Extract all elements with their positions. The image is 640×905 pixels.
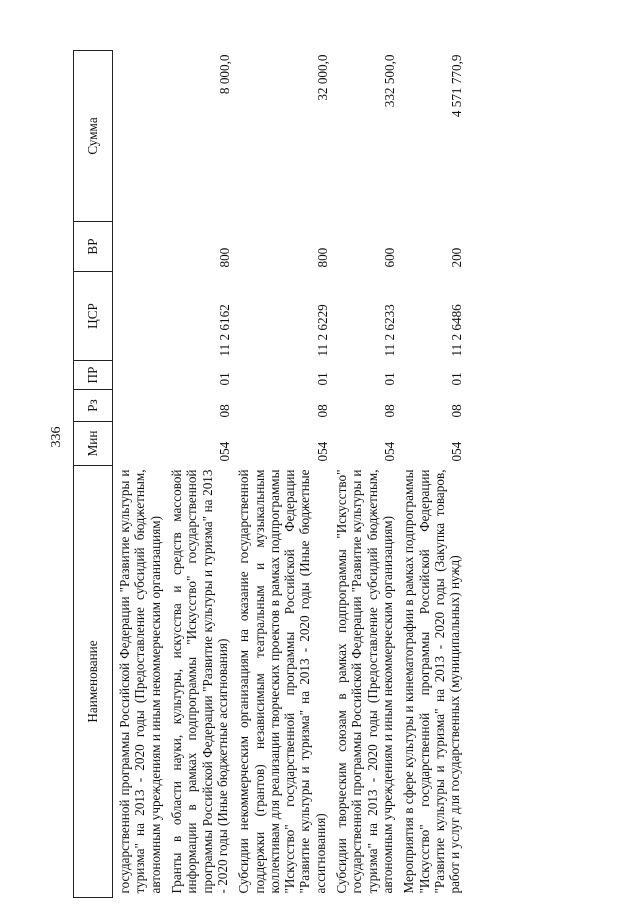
row-name: Мероприятия в сфере культуры и кинематографии в рамках подпрограммы "Искусство" государственной программы Российской Федерации "Развитие культуры и туризма" на 2013 - 2020 годы (Закупка товаров, работ и услуг для государственных (муниципальных) нужд) <box>401 469 463 894</box>
row-csr <box>113 272 165 361</box>
row-rz: 08 <box>314 404 330 418</box>
row-pr: 01 <box>216 372 232 386</box>
row-vr: 600 <box>382 247 397 268</box>
row-sum: 4 571 770,9 <box>449 54 465 118</box>
table-row <box>232 51 330 898</box>
row-min: 054 <box>216 441 232 462</box>
row-vr: 200 <box>449 247 465 268</box>
row-pr: 01 <box>314 372 330 386</box>
row-sum <box>113 51 165 222</box>
table-header-row <box>74 51 113 898</box>
row-sum: 32 000,0 <box>314 54 330 101</box>
table-row <box>113 51 165 898</box>
row-vr: 800 <box>216 247 232 268</box>
header-rz: Рз <box>74 390 113 422</box>
row-rz: 08 <box>449 404 465 418</box>
header-csr: ЦСР <box>74 272 113 361</box>
table-row <box>165 51 232 898</box>
row-sum: 8 000,0 <box>216 54 232 95</box>
rotated-table-frame <box>73 51 585 898</box>
row-csr: 11 2 6162 <box>216 304 232 357</box>
row-rz: 08 <box>216 404 232 418</box>
row-vr <box>113 222 165 272</box>
page-number: 336 <box>49 426 64 448</box>
row-name: Гранты в области науки, культуры, искусства и средств массовой информации в рамках подпрограммы "Искусство" государственной программы Российской Федерации "Развитие культуры и туризма" на 2013 - 2020 годы (Иные бюджетные ассигнования) <box>168 469 230 894</box>
row-pr <box>113 361 165 390</box>
row-min: 054 <box>449 441 465 462</box>
row-sum: 332 500,0 <box>382 54 397 108</box>
row-vr: 800 <box>314 247 330 268</box>
budget-table <box>73 50 465 898</box>
row-pr: 01 <box>382 372 397 386</box>
table-row <box>397 51 464 898</box>
row-csr: 11 2 6229 <box>314 304 330 357</box>
header-min: Мин <box>74 422 113 466</box>
header-vr: ВР <box>74 222 113 272</box>
row-min: 054 <box>314 441 330 462</box>
row-pr: 01 <box>449 372 465 386</box>
table-row <box>330 51 397 898</box>
row-min: 054 <box>382 441 397 462</box>
row-csr: 11 2 6233 <box>382 304 397 357</box>
header-name: Наименование <box>74 466 113 898</box>
row-name: государственной программы Российской Федерации "Развитие культуры и туризма" на 2013 - 2020 годы (Предоставление субсидий бюджетным, автономным учреждениям и иным некоммерческим организациям) <box>117 469 163 894</box>
row-rz: 08 <box>382 404 397 418</box>
row-name: Субсидии некоммерческим организациям на оказание государственной поддержки (грантов) независимым театральным и музыкальным коллективам для реализации творческих проектов в рамках подпрограммы "Искусство" государственной программы Российской Федерации "Развитие культуры и туризма" на 2013 - 2020 годы (Иные бюджетные ассигнования) <box>236 469 328 894</box>
header-pr: ПР <box>74 361 113 390</box>
header-sum: Сумма <box>74 51 113 222</box>
row-min <box>113 422 165 466</box>
row-rz <box>113 390 165 422</box>
row-name: Субсидии творческим союзам в рамках подпрограммы "Искусство" государственной программы Российской Федерации "Развитие культуры и туризма" на 2013 - 2020 годы (Предоставление субсидий бюджетным, автономным учреждениям и иным некоммерческим организациям) <box>334 469 395 894</box>
row-csr: 11 2 6486 <box>449 304 465 357</box>
